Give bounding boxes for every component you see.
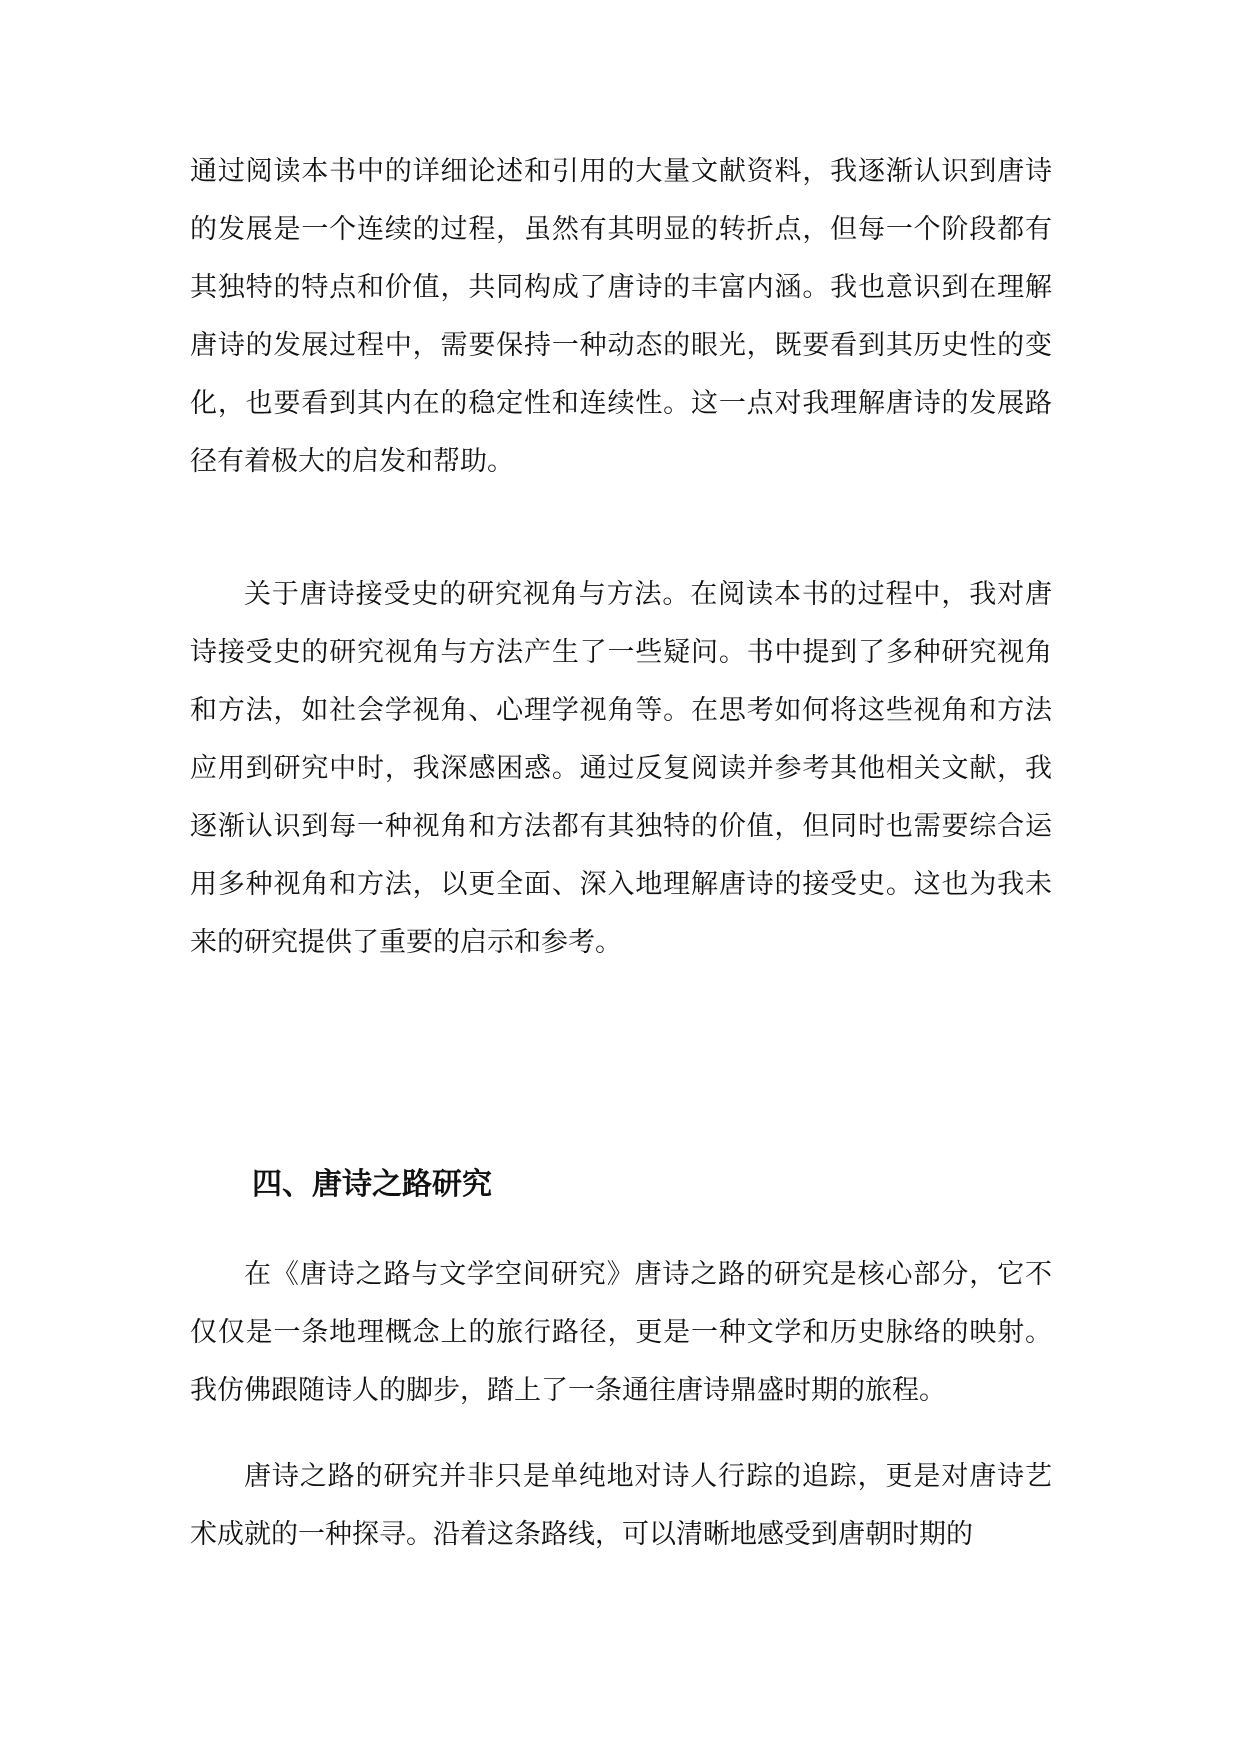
section-heading: 四、唐诗之路研究 (252, 1167, 492, 1202)
paragraph (190, 1448, 1052, 1564)
paragraph (190, 143, 1052, 491)
paragraph-text: 通过阅读本书中的详细论述和引用的大量文献资料，我逐渐认识到唐诗的发展是一个连续的过程，虽然有其明显的转折点，但每一个阶段都有其独特的特点和价值，共同构成了唐诗的丰富内涵。我也意识到在理解唐诗的发展过程中，需要保持一种动态的眼光，既要看到其历史性的变化，也要看到其内在的稳定性和连续性。这一点对我理解唐诗的发展路径有着极大的启发和帮助。 (190, 156, 1052, 477)
paragraph (190, 566, 1052, 972)
paragraph (190, 1246, 1052, 1420)
paragraph-text: 唐诗之路的研究并非只是单纯地对诗人行踪的追踪，更是对唐诗艺术成就的一种探寻。沿着这条路线，可以清晰地感受到唐朝时期的 (190, 1461, 1052, 1550)
paragraph-text: 关于唐诗接受史的研究视角与方法。在阅读本书的过程中，我对唐诗接受史的研究视角与方法产生了一些疑问。书中提到了多种研究视角和方法，如社会学视角、心理学视角等。在思考如何将这些视角和方法应用到研究中时，我深感困惑。通过反复阅读并参考其他相关文献，我逐渐认识到每一种视角和方法都有其独特的价值，但同时也需要综合运用多种视角和方法，以更全面、深入地理解唐诗的接受史。这也为我未来的研究提供了重要的启示和参考。 (190, 579, 1052, 958)
paragraph-text: 在《唐诗之路与文学空间研究》唐诗之路的研究是核心部分，它不仅仅是一条地理概念上的旅行路径，更是一种文学和历史脉络的映射。我仿佛跟随诗人的脚步，踏上了一条通往唐诗鼎盛时期的旅程。 (190, 1259, 1052, 1406)
